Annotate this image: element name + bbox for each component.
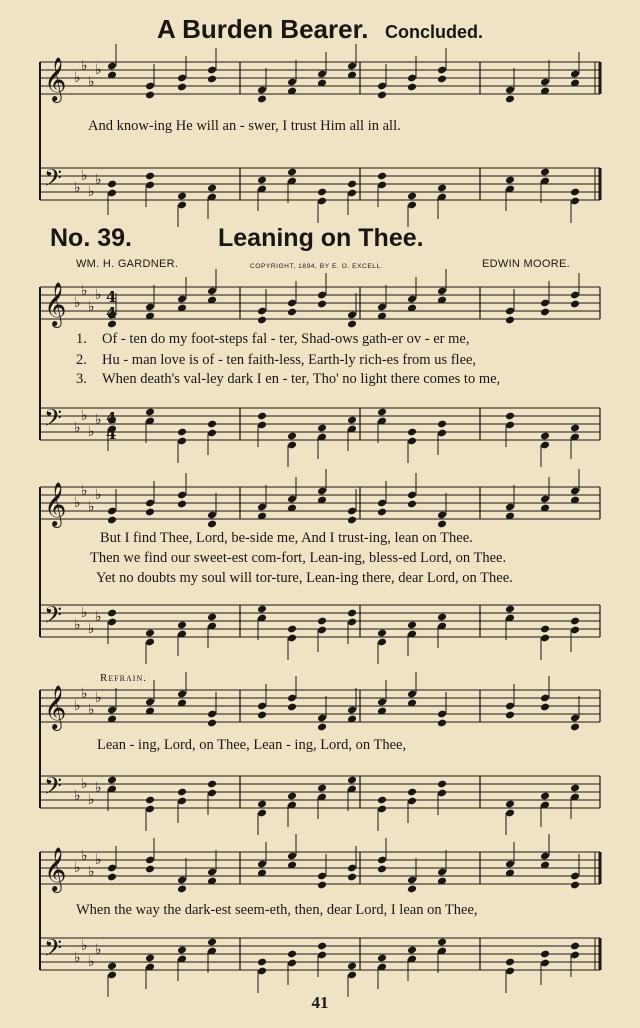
note-head: [407, 621, 417, 630]
prev-hymn-status: Concluded.: [384, 22, 483, 42]
hymn-title: Leaning on Thee.: [218, 224, 424, 252]
flat-icon: ♭: [74, 860, 81, 876]
note-head: [177, 885, 187, 894]
note-head: [317, 617, 327, 626]
flat-icon: ♭: [74, 70, 81, 86]
flat-icon: ♭: [81, 483, 88, 499]
note-head: [177, 946, 187, 955]
note-head: [570, 881, 580, 890]
note-head: [437, 938, 447, 947]
verse-line-3: 3. When death's val-ley dark I en - ter, Tho' no light there comes to me,: [76, 371, 501, 387]
verse-line-4: But I find Thee, Lord, be-side me, And I trust-ing, lean on Thee.: [100, 530, 473, 546]
note-head: [207, 75, 217, 84]
flat-icon: ♭: [81, 168, 88, 184]
flat-icon: ♭: [74, 698, 81, 714]
note-head: [505, 176, 515, 185]
note-head: [505, 95, 515, 104]
note-head: [570, 424, 580, 433]
note-head: [347, 416, 357, 425]
note-head: [257, 800, 267, 809]
note-head: [107, 180, 117, 189]
flat-icon: ♭: [88, 702, 95, 718]
note-head: [437, 520, 447, 529]
note-head: [207, 420, 217, 429]
verse-line-2: 2. Hu - man love is of - ten faith-less, Earth-ly rich-es from us flee,: [76, 352, 477, 368]
note-head: [570, 784, 580, 793]
note-head: [317, 784, 327, 793]
flat-icon: ♭: [81, 408, 88, 424]
note-head: [377, 408, 387, 417]
note-head: [177, 83, 187, 92]
flat-icon: ♭: [74, 180, 81, 196]
note-head: [540, 792, 550, 801]
note-head: [317, 188, 327, 197]
note-head: [347, 320, 357, 329]
flat-icon: ♭: [88, 184, 95, 200]
refrain-lyric-1: Lean - ing, Lord, on Thee, Lean - ing, Lord, on Thee,: [97, 737, 407, 753]
note-head: [347, 776, 357, 785]
note-head: [540, 950, 550, 959]
note-head: [177, 500, 187, 509]
bass-clef-icon: 𝄢: [44, 772, 63, 805]
bass-clef-icon: 𝄢: [44, 934, 63, 967]
note-head: [407, 428, 417, 437]
flat-icon: ♭: [81, 938, 88, 954]
flat-icon: ♭: [95, 412, 102, 428]
flat-icon: ♭: [88, 299, 95, 315]
note-head: [377, 865, 387, 874]
time-signature: 4: [106, 409, 117, 427]
flat-icon: ♭: [74, 420, 81, 436]
note-head: [570, 617, 580, 626]
note-head: [145, 954, 155, 963]
note-head: [377, 508, 387, 517]
flat-icon: ♭: [74, 295, 81, 311]
flat-icon: ♭: [74, 495, 81, 511]
note-head: [377, 91, 387, 100]
note-head: [317, 424, 327, 433]
note-head: [540, 308, 550, 317]
note-head: [287, 792, 297, 801]
note-head: [107, 776, 117, 785]
flat-icon: ♭: [74, 617, 81, 633]
note-head: [570, 188, 580, 197]
note-head: [257, 605, 267, 614]
flat-icon: ♭: [95, 609, 102, 625]
flat-icon: ♭: [88, 954, 95, 970]
note-head: [107, 516, 117, 525]
note-head: [317, 942, 327, 951]
note-head: [207, 938, 217, 947]
note-head: [145, 408, 155, 417]
note-head: [177, 788, 187, 797]
bass-clef-icon: 𝄢: [44, 164, 63, 197]
note-head: [287, 703, 297, 712]
hymn-composer: EDWIN MOORE.: [482, 258, 570, 270]
bass-clef-icon: 𝄢: [44, 404, 63, 437]
note-head: [207, 780, 217, 789]
flat-icon: ♭: [81, 848, 88, 864]
note-head: [540, 168, 550, 177]
note-head: [145, 629, 155, 638]
note-head: [257, 316, 267, 325]
note-head: [347, 609, 357, 618]
note-head: [207, 613, 217, 622]
flat-icon: ♭: [88, 864, 95, 880]
flat-icon: ♭: [81, 686, 88, 702]
treble-clef-icon: 𝄞: [44, 282, 67, 326]
note-head: [540, 432, 550, 441]
note-head: [207, 520, 217, 529]
note-head: [437, 184, 447, 193]
note-head: [347, 873, 357, 882]
note-head: [407, 192, 417, 201]
verse-line-1: 1. Of - ten do my foot-steps fal - ter, Shad-ows gath-er ov - er me,: [76, 331, 470, 347]
treble-clef-icon: 𝄞: [44, 685, 67, 729]
note-head: [287, 625, 297, 634]
flat-icon: ♭: [95, 62, 102, 78]
note-head: [107, 873, 117, 882]
note-head: [407, 885, 417, 894]
note-head: [505, 605, 515, 614]
note-head: [287, 308, 297, 317]
time-signature: 4: [106, 304, 117, 322]
hymn-number: No. 39.: [50, 224, 132, 252]
note-head: [257, 412, 267, 421]
note-head: [177, 428, 187, 437]
prev-hymn-lyric: And know-ing He will an - swer, I trust Him all in all.: [88, 118, 401, 134]
note-head: [347, 962, 357, 971]
note-head: [207, 184, 217, 193]
prev-hymn-title: A Burden Bearer.: [157, 14, 369, 44]
note-head: [377, 629, 387, 638]
flat-icon: ♭: [95, 942, 102, 958]
refrain-lyric-2: When the way the dark-est seem-eth, then, dear Lord, I lean on Thee,: [76, 902, 478, 918]
note-head: [287, 168, 297, 177]
note-head: [437, 780, 447, 789]
note-head: [407, 83, 417, 92]
note-head: [257, 958, 267, 967]
note-head: [570, 942, 580, 951]
flat-icon: ♭: [88, 499, 95, 515]
treble-clef-icon: 𝄞: [44, 847, 67, 891]
note-head: [505, 711, 515, 720]
flat-icon: ♭: [81, 776, 88, 792]
note-head: [570, 723, 580, 732]
flat-icon: ♭: [81, 605, 88, 621]
note-head: [145, 172, 155, 181]
hymn-copyright: COPYRIGHT, 1894, BY E. O. EXCELL.: [250, 263, 384, 270]
verse-line-5: Then we find our sweet-est com-fort, Lean-ing, bless-ed Lord, on Thee.: [90, 550, 507, 566]
time-signature: 4: [106, 425, 117, 443]
hymn-author: WM. H. GARDNER.: [76, 258, 179, 270]
note-head: [145, 865, 155, 874]
note-head: [377, 954, 387, 963]
note-head: [145, 796, 155, 805]
flat-icon: ♭: [95, 487, 102, 503]
note-head: [505, 800, 515, 809]
refrain-label: Refrain.: [100, 672, 147, 684]
flat-icon: ♭: [74, 788, 81, 804]
note-head: [257, 95, 267, 104]
note-head: [570, 300, 580, 309]
verse-line-6: Yet no doubts my soul will tor-ture, Lean-ing there, dear Lord, on Thee.: [96, 570, 513, 586]
note-head: [317, 300, 327, 309]
note-head: [207, 719, 217, 728]
flat-icon: ♭: [95, 690, 102, 706]
note-head: [317, 723, 327, 732]
note-head: [347, 516, 357, 525]
flat-icon: ♭: [81, 283, 88, 299]
treble-clef-icon: 𝄞: [44, 57, 67, 101]
note-head: [107, 962, 117, 971]
note-head: [407, 946, 417, 955]
note-head: [505, 412, 515, 421]
note-head: [145, 91, 155, 100]
note-head: [505, 316, 515, 325]
note-head: [505, 958, 515, 967]
flat-icon: ♭: [95, 852, 102, 868]
flat-icon: ♭: [95, 780, 102, 796]
note-head: [287, 432, 297, 441]
flat-icon: ♭: [88, 621, 95, 637]
note-head: [540, 625, 550, 634]
time-signature: 4: [106, 288, 117, 306]
flat-icon: ♭: [95, 287, 102, 303]
note-head: [347, 180, 357, 189]
note-head: [377, 172, 387, 181]
page-number: 41: [311, 993, 329, 1012]
flat-icon: ♭: [88, 792, 95, 808]
note-head: [177, 621, 187, 630]
flat-icon: ♭: [88, 424, 95, 440]
note-head: [407, 788, 417, 797]
note-head: [257, 176, 267, 185]
note-head: [317, 881, 327, 890]
flat-icon: ♭: [88, 74, 95, 90]
treble-clef-icon: 𝄞: [44, 482, 67, 526]
note-head: [407, 500, 417, 509]
note-head: [437, 75, 447, 84]
note-head: [257, 711, 267, 720]
note-head: [145, 508, 155, 517]
flat-icon: ♭: [95, 172, 102, 188]
note-head: [177, 192, 187, 201]
flat-icon: ♭: [74, 950, 81, 966]
bass-clef-icon: 𝄢: [44, 601, 63, 634]
note-head: [437, 420, 447, 429]
note-head: [377, 796, 387, 805]
note-head: [287, 950, 297, 959]
note-head: [437, 719, 447, 728]
note-head: [540, 703, 550, 712]
note-head: [107, 609, 117, 618]
note-head: [437, 613, 447, 622]
flat-icon: ♭: [81, 58, 88, 74]
